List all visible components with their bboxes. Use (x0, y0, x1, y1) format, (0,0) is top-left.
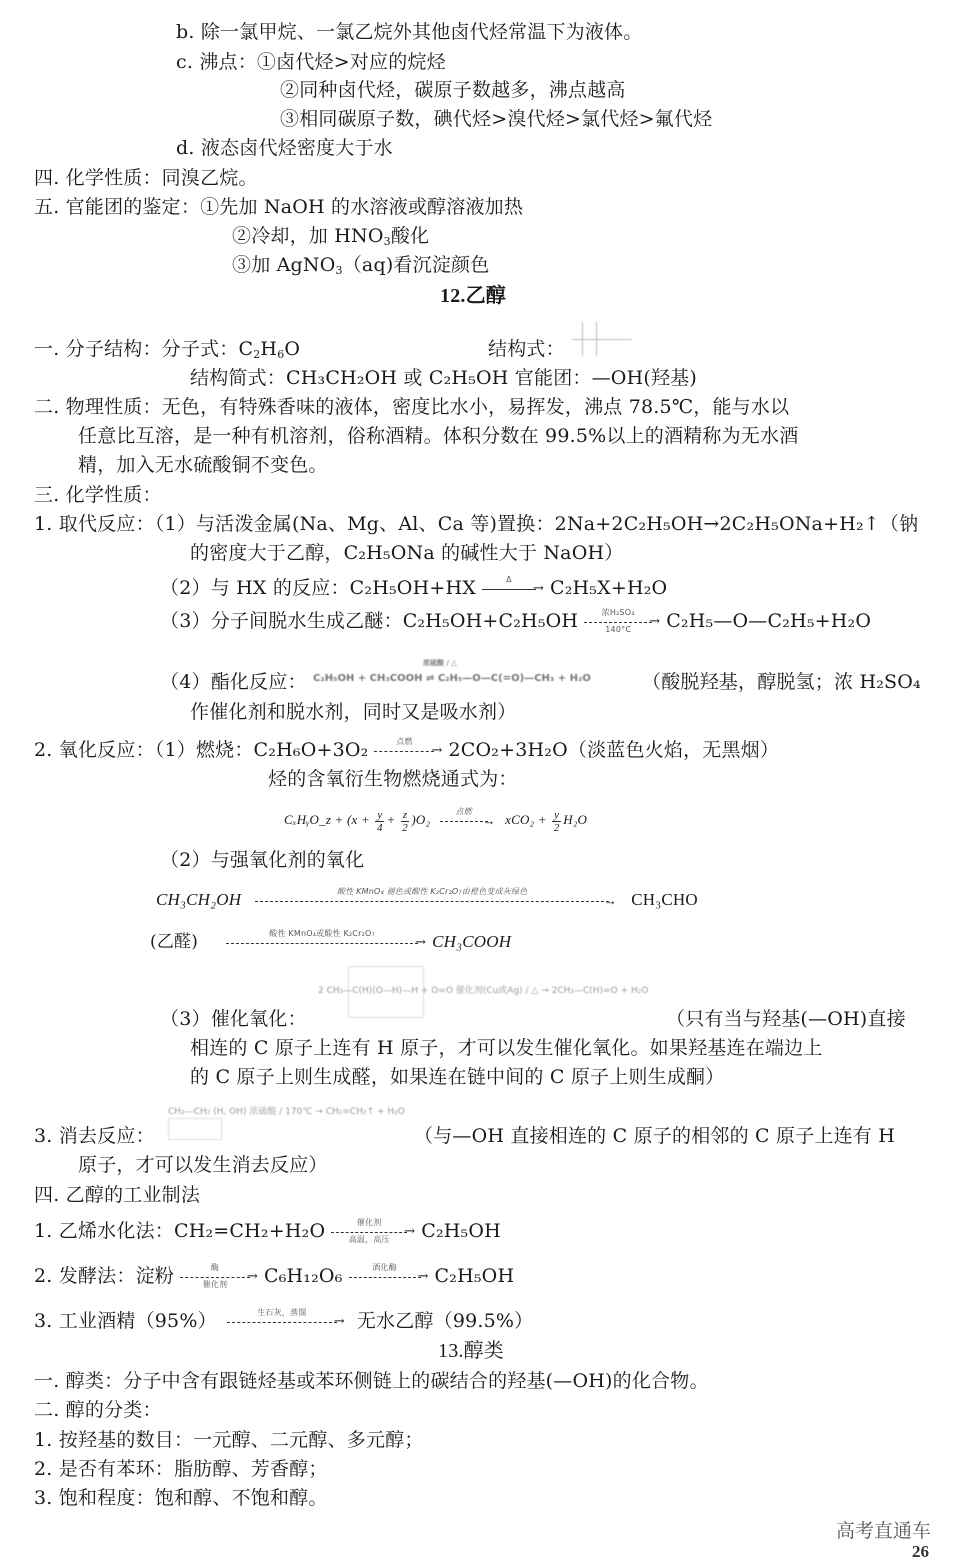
combustion-equation: 2. 氧化反应：（1）燃烧：C₂H₆O+3O₂ 点燃 → 2CO₂+3H₂O（淡蓝色火焰，无黑烟） (34, 737, 780, 761)
catalytic-oxidation-note-3: 的 C 原子上则生成醛，如果连在链中间的 C 原子上则生成酮） (190, 1066, 725, 1088)
reaction-arrow-icon: Δ → (482, 577, 544, 601)
physical-properties-3: 精，加入无水硫酸铜不变色。 (78, 454, 328, 476)
section-12-title: 12.乙醇 (440, 285, 506, 307)
elimination-label: 3. 消去反应： (34, 1125, 155, 1147)
industrial-method-1: 1. 乙烯水化法：CH₂=CH₂+H₂O 催化剂 高温，高压 → C₂H₅OH (34, 1218, 501, 1244)
reaction-arrow-icon: 催化剂 高温，高压 → (331, 1220, 415, 1244)
industrial-production-label: 四. 乙醇的工业制法 (34, 1184, 201, 1206)
substitution-3-equation: （3）分子间脱水生成乙醚：C₂H₅OH+C₂H₅OH 浓H₂SO₄ 140°C → C₂H₅—O—C₂H₅+H₂O (160, 608, 872, 634)
prev-item-d: d. 液态卤代烃密度大于水 (176, 137, 393, 159)
strong-oxidant-equation-2: (乙醛) 酸性 KMnO₄或酸性 K₂Cr₂O₇ → CH₃COOH (150, 930, 511, 955)
combustion-general-formula: CₓHᵧO_z + (x + $\frac{y}{4}$ + $\frac{z}{2}$ )O₂ 点燃 → xCO₂ + $\frac{y}{2}$ H₂O (284, 807, 588, 834)
ethanol-structure-figure (572, 322, 642, 362)
strong-oxidant-equation-1: CH₃CH₂OH 酸性 KMnO₄ 褪色或酸性 K₂Cr₂O₇由橙色变成灰绿色 → CH₃CHO (156, 888, 698, 913)
alcohol-classification-label: 二. 醇的分类： (34, 1399, 162, 1421)
elimination-note-1: （与—OH 直接相连的 C 原子的相邻的 C 原子上连有 H (414, 1125, 896, 1147)
alcohol-classification-3: 3. 饱和程度：饱和醇、不饱和醇。 (34, 1487, 328, 1509)
reaction-arrow-icon: 酸性 KMnO₄ 褪色或酸性 K₂Cr₂O₇由橙色变成灰绿色 → (255, 889, 617, 913)
reaction-arrow-icon: 浓H₂SO₄ 140°C → (584, 610, 660, 634)
alcohol-classification-2: 2. 是否有苯环：脂肪醇、芳香醇； (34, 1458, 328, 1480)
catalytic-oxidation-note-1: （只有当与羟基(—OH)直接 (666, 1008, 906, 1030)
reaction-arrow-icon: 点燃 → (440, 809, 496, 833)
prev-identification-1: 五. 官能团的鉴定：①先加 NaOH 的水溶液或醇溶液加热 (34, 196, 524, 218)
molecular-formula: 一. 分子结构：分子式：$C_2H_6O$ (34, 338, 301, 361)
structural-formula-label: 结构式： (488, 338, 565, 360)
substitution-1-line1: 1. 取代反应：（1）与活泼金属(Na、Mg、Al、Ca 等)置换：2Na+2C₂H₅OH→2C₂H₅ONa+H₂↑（钠 (34, 513, 919, 535)
reaction-arrow-icon: 酸性 KMnO₄或酸性 K₂Cr₂O₇ → (226, 931, 426, 955)
prev-identification-3: ③加 AgNO$_3$（aq)看沉淀颜色 (232, 254, 490, 277)
esterification-note-2: 作催化剂和脱水剂，同时又是吸水剂） (190, 701, 517, 723)
combustion-general-label: 烃的含氧衍生物燃烧通式为： (268, 768, 518, 790)
strong-oxidant-label: （2）与强氧化剂的氧化 (160, 849, 365, 871)
prev-chem-props: 四. 化学性质：同溴乙烷。 (34, 167, 258, 189)
catalytic-oxidation-note-2: 相连的 C 原子上连有 H 原子，才可以发生催化氧化。如果羟基连在端边上 (190, 1037, 823, 1059)
esterification-note-1: （酸脱羟基，醇脱氢；浓 H₂SO₄ (642, 671, 921, 693)
reaction-arrow-icon: 点燃 → (374, 739, 442, 763)
elimination-note-2: 原子，才可以发生消去反应） (78, 1154, 328, 1176)
prev-item-c2: ②同种卤代烃，碳原子数越多，沸点越高 (280, 79, 626, 101)
prev-item-c1: c. 沸点：①卤代烃>对应的烷烃 (176, 51, 446, 73)
prev-item-b: b. 除一氯甲烷、一氯乙烷外其他卤代烃常温下为液体。 (176, 21, 643, 43)
reaction-arrow-icon: 酒化酶 → (349, 1265, 429, 1289)
prev-identification-2: ②冷却，加 $HNO_3$酸化 (232, 225, 430, 248)
chemical-properties-label: 三. 化学性质： (34, 484, 162, 506)
industrial-method-2: 2. 发酵法：淀粉 酶 催化剂 → C₆H₁₂O₆ 酒化酶 → C₂H₅OH (34, 1263, 515, 1289)
page-number: 26 (912, 1542, 929, 1561)
esterification-figure: C₂H₅OH + CH₃COOH ⇌ C₂H₅—O—C(=O)—CH₃ + H₂O 浓硫酸 / △ (313, 659, 591, 684)
physical-properties-1: 二. 物理性质：无色，有特殊香味的液体，密度比水小，易挥发，沸点 78.5℃，能与水以 (34, 396, 790, 418)
esterification-label: （4）酯化反应： (160, 671, 307, 693)
prev-item-c3: ③相同碳原子数，碘代烃>溴代烃>氯代烃>氟代烃 (280, 108, 713, 130)
reaction-arrow-icon: 酶 催化剂 → (180, 1265, 258, 1289)
section-13-title: 13.醇类 (438, 1340, 504, 1362)
elimination-figure: CH₂—CH₂ (H, OH) 浓硫酸 / 170℃ → CH₂=CH₂↑ + H₂O (168, 1096, 418, 1144)
watermark: 高考直通车 (835, 1520, 931, 1542)
industrial-method-3: 3. 工业酒精（95%） 生石灰，蒸馏 → 无水乙醇（99.5%） (34, 1308, 534, 1332)
substitution-1-line2: 的密度大于乙醇，C₂H₅ONa 的碱性大于 NaOH） (190, 542, 624, 564)
alcohol-definition: 一. 醇类：分子中含有跟链烃基或苯环侧链上的碳结合的羟基(—OH)的化合物。 (34, 1370, 709, 1392)
catalytic-oxidation-figure: 2 CH₃—C(H)(O—H)—H + O=O 催化剂(Cu或Ag) / △ → 2CH₃—C(H)=O + H₂O (318, 966, 658, 1018)
simple-formula-and-functional-group: 结构简式：CH₃CH₂OH 或 C₂H₅OH 官能团：—OH(羟基) (190, 367, 697, 389)
physical-properties-2: 任意比互溶，是一种有机溶剂，俗称酒精。体积分数在 99.5%以上的酒精称为无水酒 (78, 425, 799, 447)
alcohol-classification-1: 1. 按羟基的数目：一元醇、二元醇、多元醇； (34, 1429, 424, 1451)
reaction-arrow-icon: 生石灰，蒸馏 → (227, 1310, 345, 1334)
catalytic-oxidation-label: （3）催化氧化： (160, 1008, 307, 1030)
substitution-2-equation: （2）与 HX 的反应：C₂H₅OH+HX Δ → C₂H₅X+H₂O (160, 575, 668, 599)
